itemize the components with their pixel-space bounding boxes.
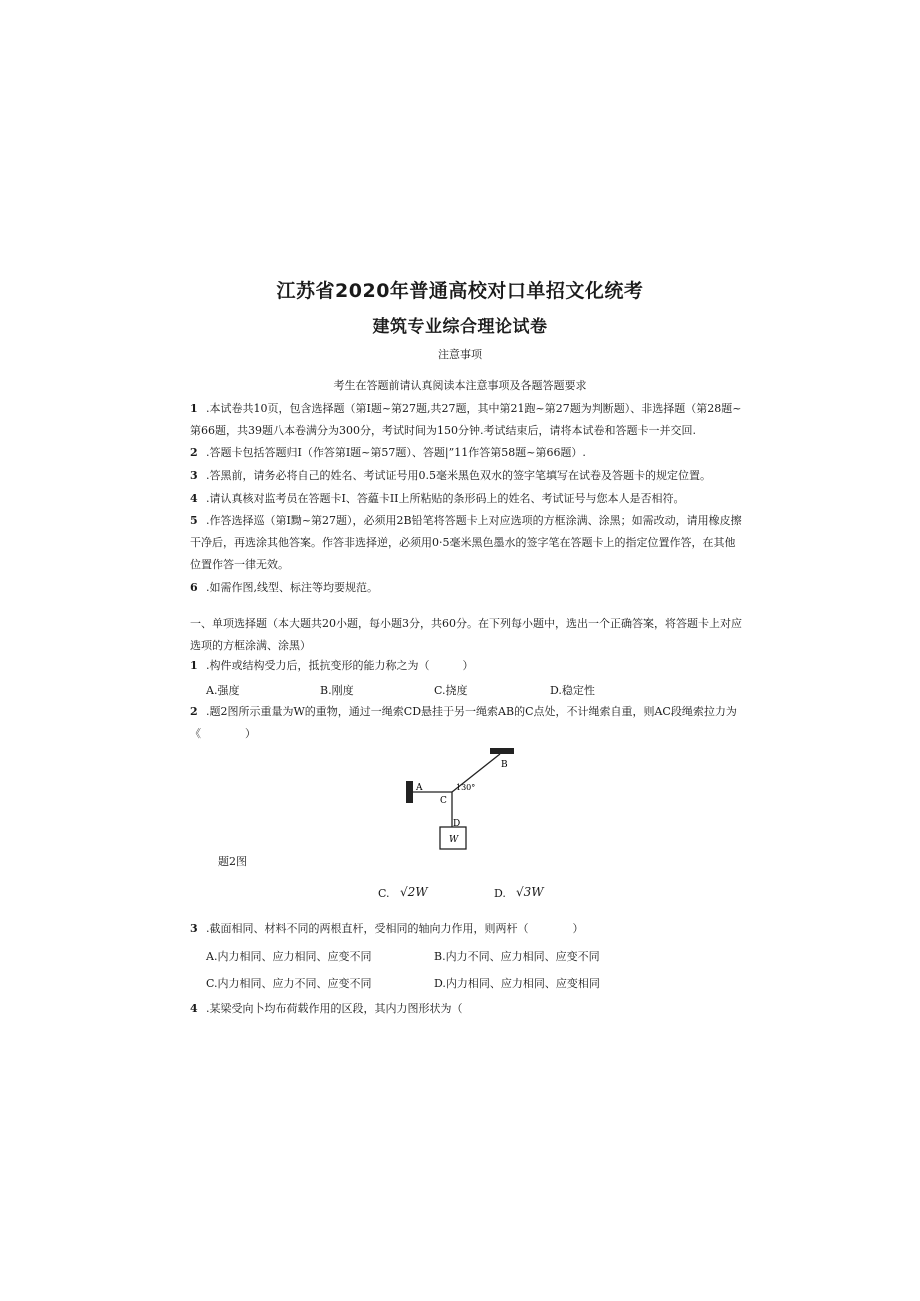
notice-item [190,577,742,599]
notice-text: .作答选择巡（第Ⅰ黝~第27题），必须用2B铅笔将答题卡上对应选项的方框涂满、涂黑；如需改动，请用橡皮擦干净后，再选涂其他答案。作答非选择逆，必须用0·5毫米黑色墨水的签字笔在答题卡上的指定位置作答，在其他位置作答一律无效。 [190,514,742,571]
notice-text: .答题卡包括答题归Ⅰ（作答第Ⅰ题~第57题）、答题|”11作答第58题~第66题）. [206,446,586,459]
question-number: 2 [190,705,198,718]
notice-item [190,398,742,442]
option-c-label: C. [378,887,390,900]
notice-number: 3 [190,469,198,482]
notice-text: .本试卷共10页，包含选择题（第Ⅰ题~第27题,共27题，其中第21跑~第27题为判断题）、非选择题（第28题~第66题，共39题八本卷满分为300分，考试时间为150分钟.考试结束后，请将本试卷和答题卡一并交回. [190,402,742,437]
angle-label: 130° [456,783,476,792]
rope-diagram [400,745,525,855]
notice-item [190,488,742,510]
label-a: A [416,783,423,793]
option-c-value: √2W [400,885,428,899]
notice-number: 4 [190,492,198,505]
option-c: C.挠度 [434,684,468,697]
notice-instruction: 考生在答题前请认真阅读本注意事项及各题答题要求 [333,379,587,392]
option-c: C.内力相同、应力不同、应变不同 [206,977,372,990]
notice-item [190,510,742,576]
label-c: C [440,796,447,806]
notice-number: 2 [190,446,198,459]
question-text: .题2图所示重量为W的重物，通过一绳索CD悬挂于另一绳索AB的C点处，不计绳索自重，则AC段绳索拉力为《 ） [190,705,737,740]
question-number: 4 [190,1002,198,1015]
question-text: .截面相同、材料不同的两根直杆，受相同的轴向力作用，则两杆（ ） [206,922,584,935]
notice-text: .答黑前，请务必将自己的姓名、考试证号用0.5毫米黑色双水的签字笔填写在试卷及答题卡的规定位置。 [206,469,711,482]
support-right [490,748,514,754]
question-3 [190,918,742,940]
question-text: .构件或结构受力后，抵抗变形的能力称之为（ ） [206,659,474,672]
wall-left [406,781,413,803]
exam-title: 江苏省2020年普通高校对口单招文化统考 [276,280,644,302]
notice-number: 5 [190,514,198,527]
option-a: A.内力相同、应力相同、应变不同 [206,950,372,963]
question-1 [190,655,742,677]
option-d: D.内力相同、应力相同、应变相同 [434,977,600,990]
option-a: A.强度 [206,684,240,697]
notice-item [190,442,742,464]
notice-number: 1 [190,402,198,415]
question-4 [190,998,742,1020]
exam-subtitle: 建筑专业综合理论试卷 [372,317,548,337]
question-number: 3 [190,922,198,935]
question-number: 1 [190,659,198,672]
option-d-label: D. [494,887,506,900]
option-d-value: √3W [516,885,544,899]
question-text: .某梁受向卜均布荷载作用的区段，其内力图形状为（ [206,1002,463,1015]
label-b: B [501,760,508,770]
label-w: W [449,835,459,845]
notice-text: .请认真核对监考员在答题卡I、答藴卡II上所粘贴的条形码上的姓名、考试证号与您本人是否相符。 [206,492,685,505]
section-heading: 一、单项选择题（本大题共20小题，每小题3分，共60分。在下列每小题中，选出一个正确答案，将答题卡上对应选项的方框涂满、涂黑） [190,617,742,652]
question-2 [190,701,742,745]
option-b: B.内力不同、应力相同、应变不同 [434,950,600,963]
figure-caption: 题2图 [218,855,247,868]
notice-heading: 注意事项 [438,348,482,361]
label-d: D [453,819,461,829]
option-d: D.稳定性 [550,684,595,697]
notice-item [190,465,742,487]
notice-number: 6 [190,581,198,594]
option-b: B.刚度 [320,684,354,697]
notice-text: .如需作图,线型、标注等均要规范。 [206,581,378,594]
